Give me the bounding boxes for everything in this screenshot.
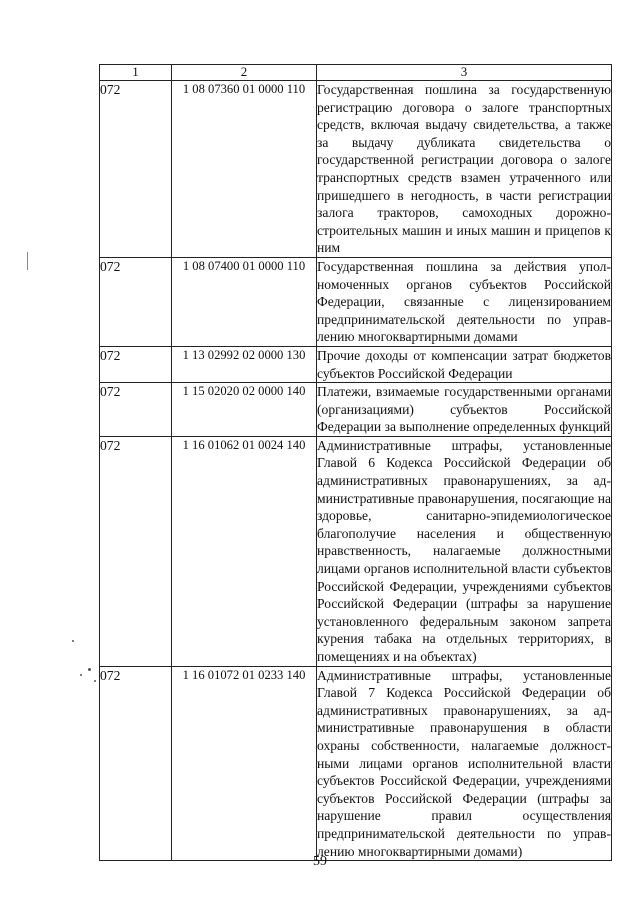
budget-code-cell: 1 08 07360 01 0000 110 <box>172 81 317 258</box>
page-number: 59 <box>313 854 327 869</box>
description-cell: Прочие доходы от компенсации затрат бюджетов субъектов Российской Федерации <box>317 346 612 382</box>
description-cell: Административные штрафы, установленные Главой 7 Кодекса Российской Федерации об административных правонарушениях, за административные правонарушения в области охраны собственности, налагаемые должностными лицами органов исполнительной власти субъектов Российской Федерации, учреждениями субъектов Российской Федерации (штрафы за нарушение правил осуществления предпринимательской деятельности по управлению многоквартирными домами) <box>317 666 612 861</box>
scan-speck <box>80 674 82 676</box>
table-row <box>100 346 612 382</box>
admin-code-cell: 072 <box>100 666 172 861</box>
table-row <box>100 666 612 861</box>
table-header-row <box>100 65 612 81</box>
budget-code-cell: 1 13 02992 02 0000 130 <box>172 346 317 382</box>
budget-code-cell: 1 08 07400 01 0000 110 <box>172 257 317 346</box>
table-row <box>100 436 612 666</box>
table-row <box>100 81 612 258</box>
admin-code-cell: 072 <box>100 257 172 346</box>
table-row <box>100 257 612 346</box>
budget-codes-table <box>99 64 612 861</box>
budget-code-cell: 1 15 02020 02 0000 140 <box>172 383 317 437</box>
admin-code-cell: 072 <box>100 436 172 666</box>
table-row <box>100 383 612 437</box>
description-cell: Государственная пошлина за действия уполномоченных органов субъектов Российской Федерации, связанные с лицензированием предпринимательской деятельности по управлению многоквартирными домами <box>317 257 612 346</box>
scan-speck <box>94 680 96 682</box>
description-cell: Государственная пошлина за государственную регистрацию договора о залоге транспортных средств, включая выдачу свидетельства, а также за выдачу дубликата свидетельства о государственной регистрации договора о залоге транспортных средств взамен утраченного или пришедшего в негодность, в части регистрации залога тракторов, самоходных дорожно-строительных машин и иных машин и прицепов к ним <box>317 81 612 258</box>
admin-code-cell: 072 <box>100 346 172 382</box>
budget-code-cell: 1 16 01062 01 0024 140 <box>172 436 317 666</box>
budget-code-cell: 1 16 01072 01 0233 140 <box>172 666 317 861</box>
scan-margin-mark <box>27 252 28 270</box>
scan-speck <box>88 668 91 671</box>
admin-code-cell: 072 <box>100 383 172 437</box>
column-header-code: 2 <box>172 65 317 81</box>
scan-speck <box>72 640 74 642</box>
description-cell: Административные штрафы, установленные Главой 6 Кодекса Российской Федерации об административных правонарушениях, за административные правонарушения, посягающие на здоровье, санитарно-эпидемиологическое благополучие населения и общественную нравственность, налагаемые должностными лицами органов исполнительной власти субъектов Российской Федерации, учреждениями субъектов Российской Федерации (штрафы за нарушение установленного федеральным законом запрета курения табака на отдельных территориях, в помещениях и на объектах) <box>317 436 612 666</box>
column-header-admin: 1 <box>100 65 172 81</box>
column-header-description: 3 <box>317 65 612 81</box>
description-cell: Платежи, взимаемые государственными органами (организациями) субъектов Российской Федерации за выполнение определенных функций <box>317 383 612 437</box>
admin-code-cell: 072 <box>100 81 172 258</box>
